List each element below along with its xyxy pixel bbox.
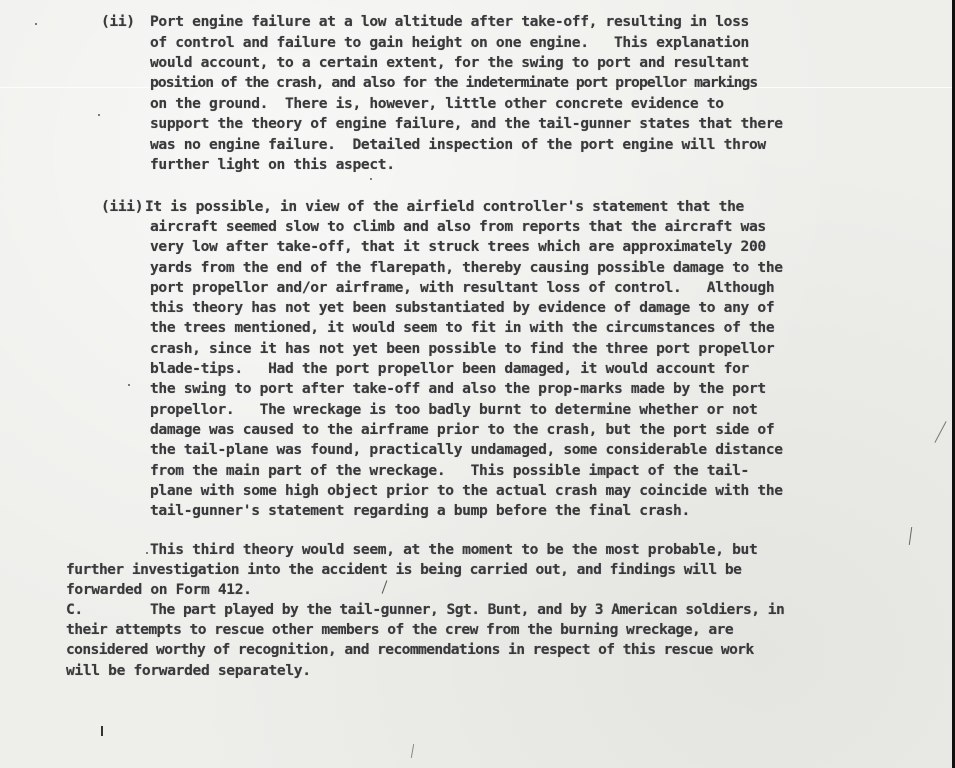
paragraph-iii-line: the swing to port after take-off and also the prop-marks made by the port [150,380,766,397]
conclusion-line: This third theory would seem, at the moment to be the most probable, but [150,541,758,558]
paragraph-iii-line: blade-tips. Had the port propellor been damaged, it would account for [150,360,749,377]
section-c-line: their attempts to rescue other members of the crew from the burning wreckage, are [66,621,734,638]
paragraph-ii-line: would account, to a certain extent, for the swing to port and resultant [150,54,749,71]
paragraph-iii-line: yards from the end of the flarepath, thereby causing possible damage to the [150,259,783,276]
section-c-label: C. [66,601,83,618]
conclusion-line: forwarded on Form 412. [66,581,252,598]
paragraph-iii-line: the trees mentioned, it would seem to fit in with the circumstances of the [150,319,775,336]
paragraph-ii-label: (ii) [101,13,135,30]
paragraph-iii-label: (iii) [101,198,144,215]
section-c-line: will be forwarded separately. [66,662,311,679]
paper-speck [35,23,37,25]
paragraph-iii-line: the tail-plane was found, practically undamaged, some considerable distance [150,441,783,458]
paragraph-ii-line: Port engine failure at a low altitude after take-off, resulting in loss [150,13,749,30]
conclusion-line: further investigation into the accident is being carried out, and findings will be [66,561,742,578]
paper-speck [98,114,100,116]
paper-mark [934,421,946,443]
paper-mark [101,726,103,736]
paragraph-iii-line: plane with some high object prior to the actual crash may coincide with the [150,482,783,499]
paper-speck [128,384,130,386]
section-c-line: The part played by the tail-gunner, Sgt. Bunt, and by 3 American soldiers, in [150,601,785,618]
paragraph-iii-line: very low after take-off, that it struck trees which are approximately 200 [150,238,766,255]
paragraph-ii-line: was no engine failure. Detailed inspection of the port engine will throw [150,136,766,153]
paragraph-ii-line: further light on this aspect. [150,156,395,173]
paragraph-iii-line: from the main part of the wreckage. This possible impact of the tail- [150,462,749,479]
paper-mark [411,744,414,758]
paper-speck [146,552,148,554]
paper-mark [909,527,912,545]
section-c-line: considered worthy of recognition, and recommendations in respect of this rescue work [66,641,754,658]
paragraph-iii-line: propellor. The wreckage is too badly burnt to determine whether or not [150,401,758,418]
paragraph-ii-line: on the ground. There is, however, little other concrete evidence to [150,95,724,112]
paragraph-ii-line: support the theory of engine failure, and the tail-gunner states that there [150,115,783,132]
paragraph-iii-line: port propellor and/or airframe, with resultant loss of control. Although [150,279,775,296]
paragraph-ii-line: position of the crash, and also for the indeterminate port propellor markings [150,74,758,91]
paragraph-iii-line: crash, since it has not yet been possible to find the three port propellor [150,340,775,357]
paragraph-iii-line: tail-gunner's statement regarding a bump before the final crash. [150,502,690,519]
paragraph-iii-line: aircraft seemed slow to climb and also from reports that the aircraft was [150,218,766,235]
paragraph-iii-line: damage was caused to the airframe prior to the crash, but the port side of [150,421,775,438]
paper-mark [382,580,388,593]
paragraph-iii-line: It is possible, in view of the airfield controller's statement that the [145,198,744,215]
paper-speck [370,178,372,180]
paragraph-ii-line: of control and failure to gain height on one engine. This explanation [150,34,749,51]
paragraph-iii-line: this theory has not yet been substantiated by evidence of damage to any of [150,299,775,316]
